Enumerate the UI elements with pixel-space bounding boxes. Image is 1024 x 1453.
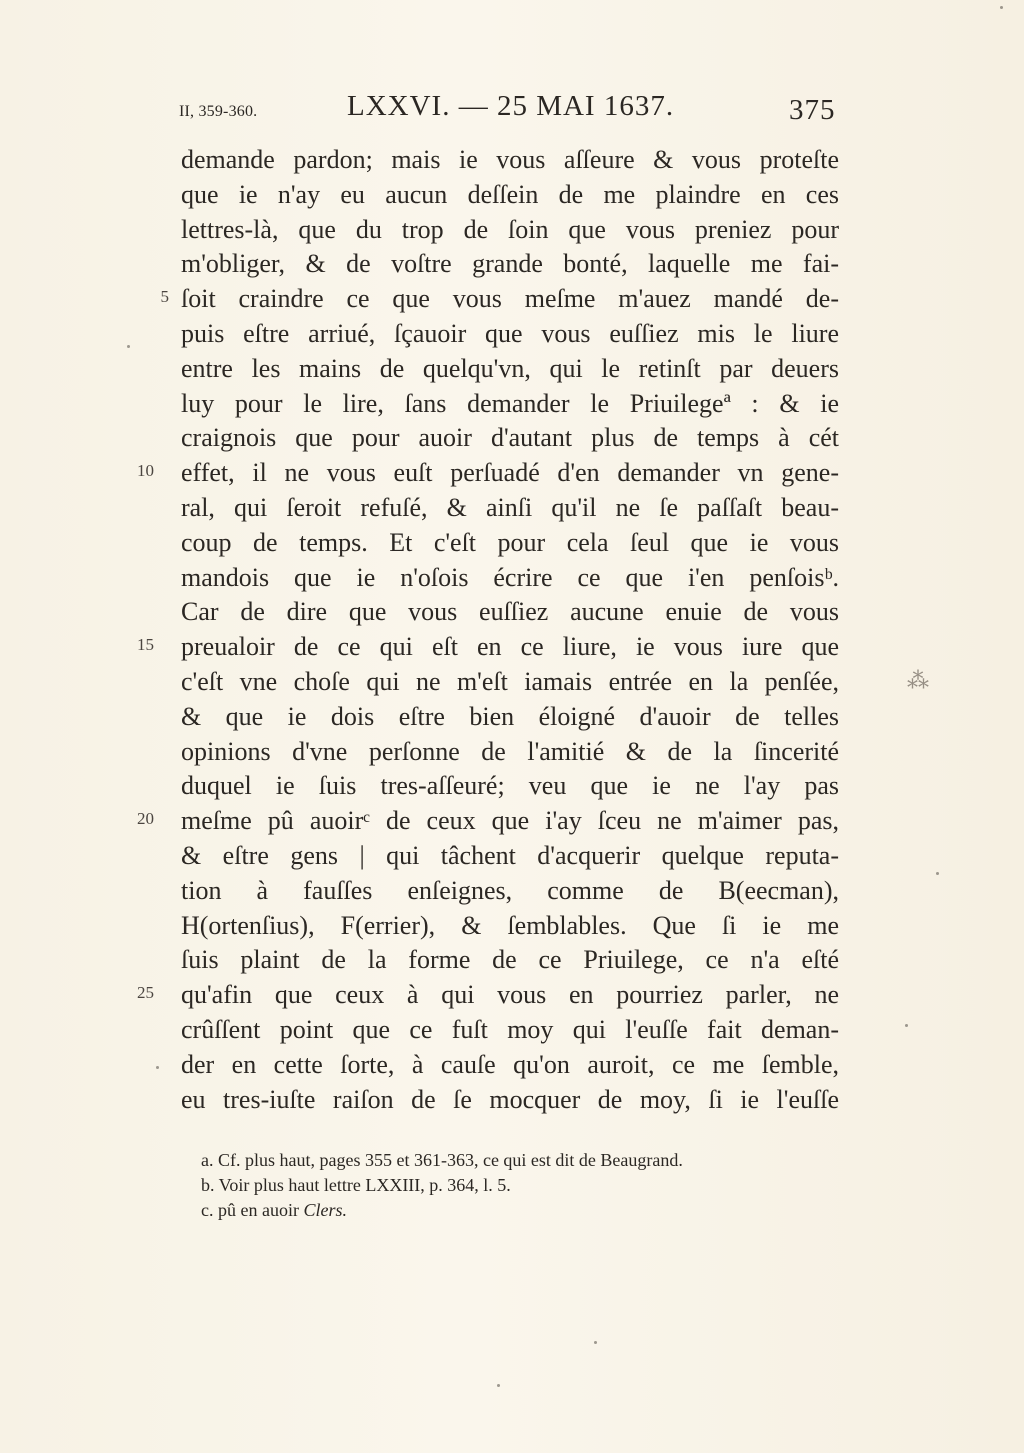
page-reference: II, 359-360. [179,103,258,120]
body-line-20: meſme pû auoirᶜ de ceux que i'ay ſceu ne m'aimer pas, [181,806,839,836]
line-number-25: 25 [137,983,154,1002]
body-line-13: mandois que ie n'oſois écrire ce que i'en penſoisᵇ. [181,562,839,592]
body-line-11: ral, qui ſeroit refuſé, & ainſi qu'il ne ſe paſſaſt beau- [181,492,839,522]
body-line-28: eu tres-iuſte raiſon de ſe mocquer de moy, ſi ie l'euſſe [181,1084,839,1114]
paper-speck [1000,6,1003,9]
body-line-15: preualoir de ce qui eſt en ce liure, ie vous iure que [181,632,839,662]
letter-body [181,143,839,1117]
footnote-a: a. Cf. plus haut, pages 355 et 361-363, ce qui est dit de Beaugrand. [201,1150,683,1170]
body-line-23: H(ortenſius), F(errier), & ſemblables. Que ſi ie me [181,910,839,940]
body-line-12: coup de temps. Et c'eſt pour cela ſeul que ie vous [181,527,839,557]
body-line-8: luy pour le lire, ſans demander le Priuilegeª : & ie [181,388,839,418]
body-line-2: que ie n'ay eu aucun deſſein de me plaindre en ces [181,179,839,209]
paper-speck [497,1384,500,1387]
footnote-c-italic: Clers. [303,1200,347,1220]
line-number-20: 20 [137,809,154,828]
paper-blot-mark: ⁂ [907,668,929,693]
paper-speck [594,1341,597,1344]
footnote-b: b. Voir plus haut lettre LXXIII, p. 364, l. 5. [201,1175,511,1195]
body-line-4: m'obliger, & de voſtre grande bonté, laquelle me fai- [181,249,839,279]
body-line-26: crûſſent point que ce fuſt moy qui l'euſſe fait deman- [181,1014,839,1044]
paper-speck [156,1066,159,1069]
body-line-9: craignois que pour auoir d'autant plus de temps à cét [181,423,839,453]
body-line-3: lettres-là, que du trop de ſoin que vous preniez pour [181,214,839,244]
body-line-19: duquel ie ſuis tres-aſſeuré; veu que ie ne l'ay pas [181,771,839,801]
page-number: 375 [789,94,836,126]
paper-speck [905,1024,908,1027]
body-line-25: qu'afin que ceux à qui vous en pourriez parler, ne [181,980,839,1010]
letter-heading: LXXVI. — 25 MAI 1637. [347,90,675,122]
body-line-1: demande pardon; mais ie vous aſſeure & vous proteſte [181,145,839,174]
body-line-21: & eſtre gens | qui tâchent d'acquerir quelque reputa- [181,840,839,870]
paper-speck [127,345,130,348]
footnote-c [201,1198,821,1223]
line-number-5: 5 [160,287,169,306]
body-line-14: Car de dire que vous euſſiez aucune enuie de vous [181,597,839,627]
body-line-16: c'eſt vne choſe qui ne m'eſt iamais entrée en la penſée, [181,666,839,696]
body-line-10: effet, il ne vous euſt perſuadé d'en demander vn gene- [181,458,839,488]
body-line-7: entre les mains de quelqu'vn, qui le retinſt par deuers [181,353,839,383]
line-number-10: 10 [137,461,154,480]
body-line-17: & que ie dois eſtre bien éloigné d'auoir de telles [181,701,839,731]
body-line-5: ſoit craindre ce que vous meſme m'auez mandé de- [181,284,839,314]
body-line-6: puis eſtre arriué, ſçauoir que vous euſſiez mis le liure [181,318,839,348]
body-line-24: ſuis plaint de la forme de ce Priuilege, ce n'a eſté [181,945,839,975]
body-line-18: opinions d'vne perſonne de l'amitié & de la ſincerité [181,736,839,766]
body-line-27: der en cette ſorte, à cauſe qu'on auroit, ce me ſemble, [181,1049,839,1079]
footnotes [201,1148,821,1223]
line-number-15: 15 [137,635,154,654]
footnote-c-text: c. pû en auoir [201,1200,304,1220]
paper-speck [936,872,939,875]
body-line-22: tion à fauſſes enſeignes, comme de B(eecman), [181,875,839,905]
